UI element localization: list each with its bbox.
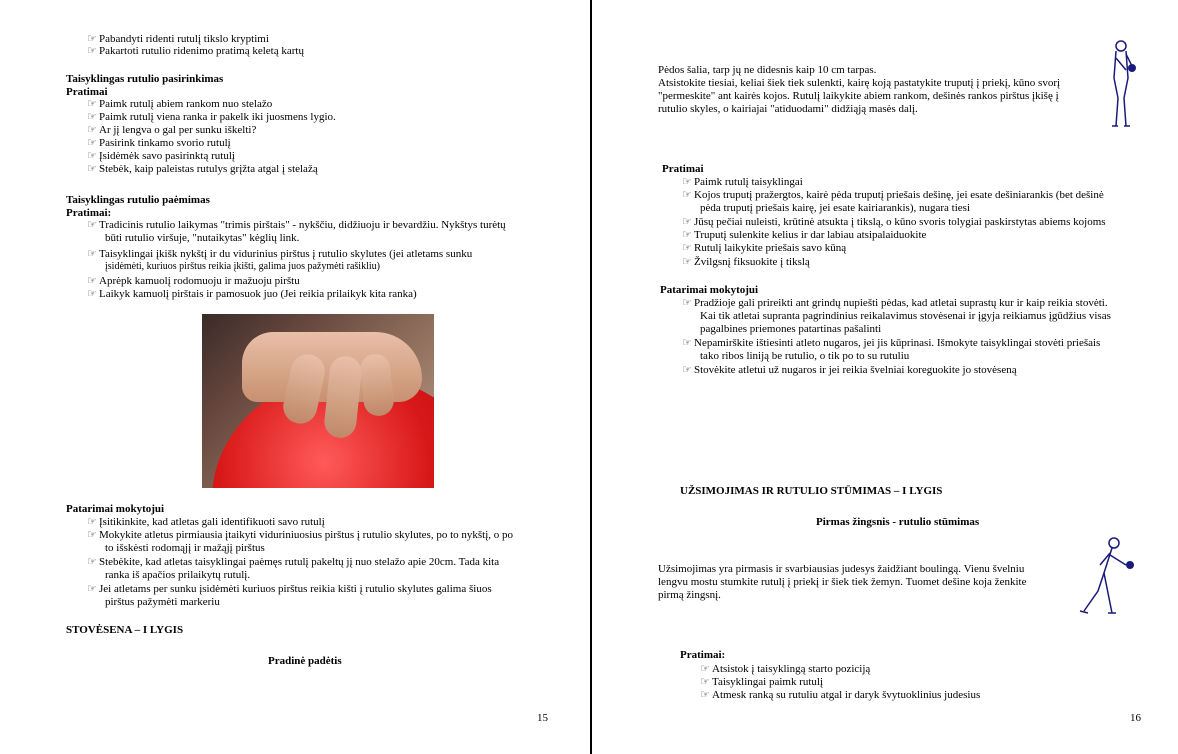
list-item: ☞ Nepamirškite ištiesinti atleto nugaros, jei jis kūprinasi. Išmokyte taisyklingai stovėti priešais	[682, 337, 1101, 349]
list-item: ☞ Įsidėmėk savo pasirinktą rutulį	[87, 150, 235, 162]
pointing-hand-icon: ☞	[682, 216, 692, 228]
list-item-continuation: būti rutulio viršuje, "nutaikytas" kėglių link.	[105, 232, 300, 244]
list-item-continuation: to išskėsti rodomąjį ir mažąjį pirštus	[105, 542, 265, 554]
pointing-hand-icon: ☞	[700, 663, 710, 675]
list-item: ☞ Atsistok į taisyklingą starto poziciją	[700, 663, 871, 675]
list-item: ☞ Pasirink tinkamo svorio rutulį	[87, 137, 231, 149]
pointing-hand-icon: ☞	[87, 248, 97, 260]
list-item: ☞ Taisyklingai paimk rutulį	[700, 676, 824, 688]
list-item: ☞ Stebėkite, kad atletas taisyklingai paėmęs rutulį pakeltų jį nuo stelažo apie 20cm. Tada kita	[87, 556, 500, 568]
paragraph-line: rutulio skyles, o kairiajai "atiduodami" didžiąją masės dalį.	[658, 103, 918, 115]
list-item-continuation: pėda truputį priešais kairę, jei esate kairiarankis), nugara tiesi	[700, 202, 971, 214]
pointing-hand-icon: ☞	[87, 219, 97, 231]
list-item: ☞ Žvilgsnį fiksuokite į tikslą	[682, 256, 810, 268]
list-item: ☞ Atmesk ranką su rutuliu atgal ir daryk švytuoklinius judesius	[700, 689, 981, 701]
bowling-grip-photo	[202, 314, 434, 488]
right-page	[592, 0, 1178, 754]
section-title: UŽSIMOJIMAS IR RUTULIO STŪMIMAS – I LYGIS	[680, 485, 943, 497]
section-title: Taisyklingas rutulio paėmimas	[66, 194, 210, 206]
pointing-hand-icon: ☞	[87, 275, 97, 287]
paragraph-line: Atsistokite tiesiai, keliai šiek tiek sulenkti, kairę koją pastatykite truputį į priekį, kūno svorį	[658, 77, 1061, 89]
page-number: 16	[1130, 712, 1141, 724]
list-item: ☞ Jūsų pečiai nuleisti, krūtinė atsukta į tikslą, o kūno svoris tolygiai paskirstytas abiems kojoms	[682, 216, 1106, 228]
pointing-hand-icon: ☞	[87, 163, 97, 175]
pointing-hand-icon: ☞	[682, 364, 692, 376]
section-subtitle: Pratimai	[66, 86, 108, 98]
list-item: ☞ Tradicinis rutulio laikymas "trimis pirštais" - nykščiu, didžiuoju ir bevardžiu. Nykštys turėtų	[87, 219, 506, 231]
list-item: ☞ Truputį sulenkite kelius ir dar labiau atsipalaiduokite	[682, 229, 927, 241]
list-item: ☞ Įsitikinkite, kad atletas gali identifikuoti savo rutulį	[87, 516, 325, 528]
list-item: ☞ Pakartoti rutulio ridenimo pratimą keletą kartų	[87, 45, 304, 57]
pointing-hand-icon: ☞	[682, 176, 692, 188]
list-item: ☞ Stovėkite atletui už nugaros ir jei reikia švelniai koreguokite jo stovėseną	[682, 364, 1017, 376]
list-item-continuation: Kai tik atletai supranta pagrindinius reikalavimus stovėsenai ir įgyja reikiamus įgūdžius visas	[700, 310, 1111, 322]
section-subtitle: Pradinė padėtis	[268, 655, 342, 667]
pointing-hand-icon: ☞	[682, 297, 692, 309]
pointing-hand-icon: ☞	[87, 45, 97, 57]
list-item: ☞ Kojos truputį pražergtos, kairė pėda truputį priešais dešinę, jei esate dešiniarankis (bet dešinė	[682, 189, 1104, 201]
list-item-continuation: ranka iš apačios prilaikytų rutulį.	[105, 569, 251, 581]
pointing-hand-icon: ☞	[682, 337, 692, 349]
list-item: ☞ Paimk rutulį viena ranka ir pakelk iki juosmens lygio.	[87, 111, 336, 123]
pointing-hand-icon: ☞	[87, 150, 97, 162]
pointing-hand-icon: ☞	[87, 98, 97, 110]
section-title: Taisyklingas rutulio pasirinkimas	[66, 73, 224, 85]
pointing-hand-icon: ☞	[682, 242, 692, 254]
section-title: Pratimai:	[680, 649, 726, 661]
section-title: Patarimai mokytojui	[660, 284, 759, 296]
list-item: ☞ Paimk rutulį taisyklingai	[682, 176, 803, 188]
pointing-hand-icon: ☞	[87, 529, 97, 541]
section-subtitle: Pirmas žingsnis - rutulio stūmimas	[816, 516, 980, 528]
pointing-hand-icon: ☞	[700, 689, 710, 701]
bowler-stance-figure	[1104, 38, 1144, 130]
pointing-hand-icon: ☞	[682, 229, 692, 241]
list-item-continuation: tako ribos liniją be rutulio, o tik po to su rutuliu	[700, 350, 910, 362]
paragraph-line: "permeskite" ant kairės kojos. Rutulį laikykite abiem rankom, dešinės rankos pirštus įkišę į	[658, 90, 1059, 102]
pointing-hand-icon: ☞	[700, 676, 710, 688]
pointing-hand-icon: ☞	[87, 124, 97, 136]
list-item-continuation: įsidėmėti, kuriuos pirštus reikia įkišti, galima juos pažymėti rašikliu)	[105, 261, 380, 272]
page-number: 15	[537, 712, 548, 724]
pointing-hand-icon: ☞	[87, 111, 97, 123]
pointing-hand-icon: ☞	[682, 256, 692, 268]
list-item: ☞ Jei atletams per sunku įsidėmėti kuriuos pirštus reikia kišti į rutulio skylutes galima šiuos	[87, 583, 492, 595]
list-item: ☞ Rutulį laikykite priešais savo kūną	[682, 242, 847, 254]
paragraph-line: lengvu mostu stumkite rutulį į priekį ir šiek tiek žemyn. Tuomet dešine koja ženkite	[658, 576, 1027, 588]
list-item: ☞ Pabandyti ridenti rutulį tikslo kryptimi	[87, 33, 269, 45]
list-item: ☞ Taisyklingai įkišk nykštį ir du vidurinius pirštus į rutulio skylutes (jei atletams sunku	[87, 248, 473, 260]
list-item: ☞ Ar jį lengva o gal per sunku iškelti?	[87, 124, 257, 136]
pointing-hand-icon: ☞	[87, 516, 97, 528]
list-item: ☞ Mokykite atletus pirmiausia įtaikyti viduriniuosius pirštus į rutulio skylutes, po to nykštį, o po	[87, 529, 514, 541]
pointing-hand-icon: ☞	[87, 137, 97, 149]
paragraph-line: Pėdos šalia, tarp jų ne didesnis kaip 10 cm tarpas.	[658, 64, 877, 76]
list-item: ☞ Pradžioje gali prireikti ant grindų nupiešti pėdas, kad atletai suprastų kur ir kaip reikia stovėti.	[682, 297, 1108, 309]
section-title: STOVĖSENA – I LYGIS	[66, 624, 184, 636]
pointing-hand-icon: ☞	[87, 288, 97, 300]
list-item: ☞ Laikyk kamuolį pirštais ir pamosuok juo (Jei reikia prilaikyk kita ranka)	[87, 288, 417, 300]
list-item-continuation: pirštus pažymėti markeriu	[105, 596, 220, 608]
section-subtitle: Pratimai:	[66, 207, 112, 219]
pointing-hand-icon: ☞	[682, 189, 692, 201]
paragraph-line: pirmą žingsnį.	[658, 589, 721, 601]
pointing-hand-icon: ☞	[87, 33, 97, 45]
list-item: ☞ Aprėpk kamuolį rodomuoju ir mažuoju pirštu	[87, 275, 300, 287]
list-item: ☞ Stebėk, kaip paleistas rutulys grįžta atgal į stelažą	[87, 163, 318, 175]
list-item: ☞ Paimk rutulį abiem rankom nuo stelažo	[87, 98, 273, 110]
section-title: Patarimai mokytojui	[66, 503, 165, 515]
bowler-push-figure	[1074, 535, 1144, 617]
pointing-hand-icon: ☞	[87, 583, 97, 595]
list-item-continuation: pagalbines priemones patartinas pašalinti	[700, 323, 882, 335]
section-title: Pratimai	[662, 163, 704, 175]
paragraph-line: Užsimojimas yra pirmasis ir svarbiausias judesys žaidžiant boulingą. Vienu švelniu	[658, 563, 1025, 575]
pointing-hand-icon: ☞	[87, 556, 97, 568]
